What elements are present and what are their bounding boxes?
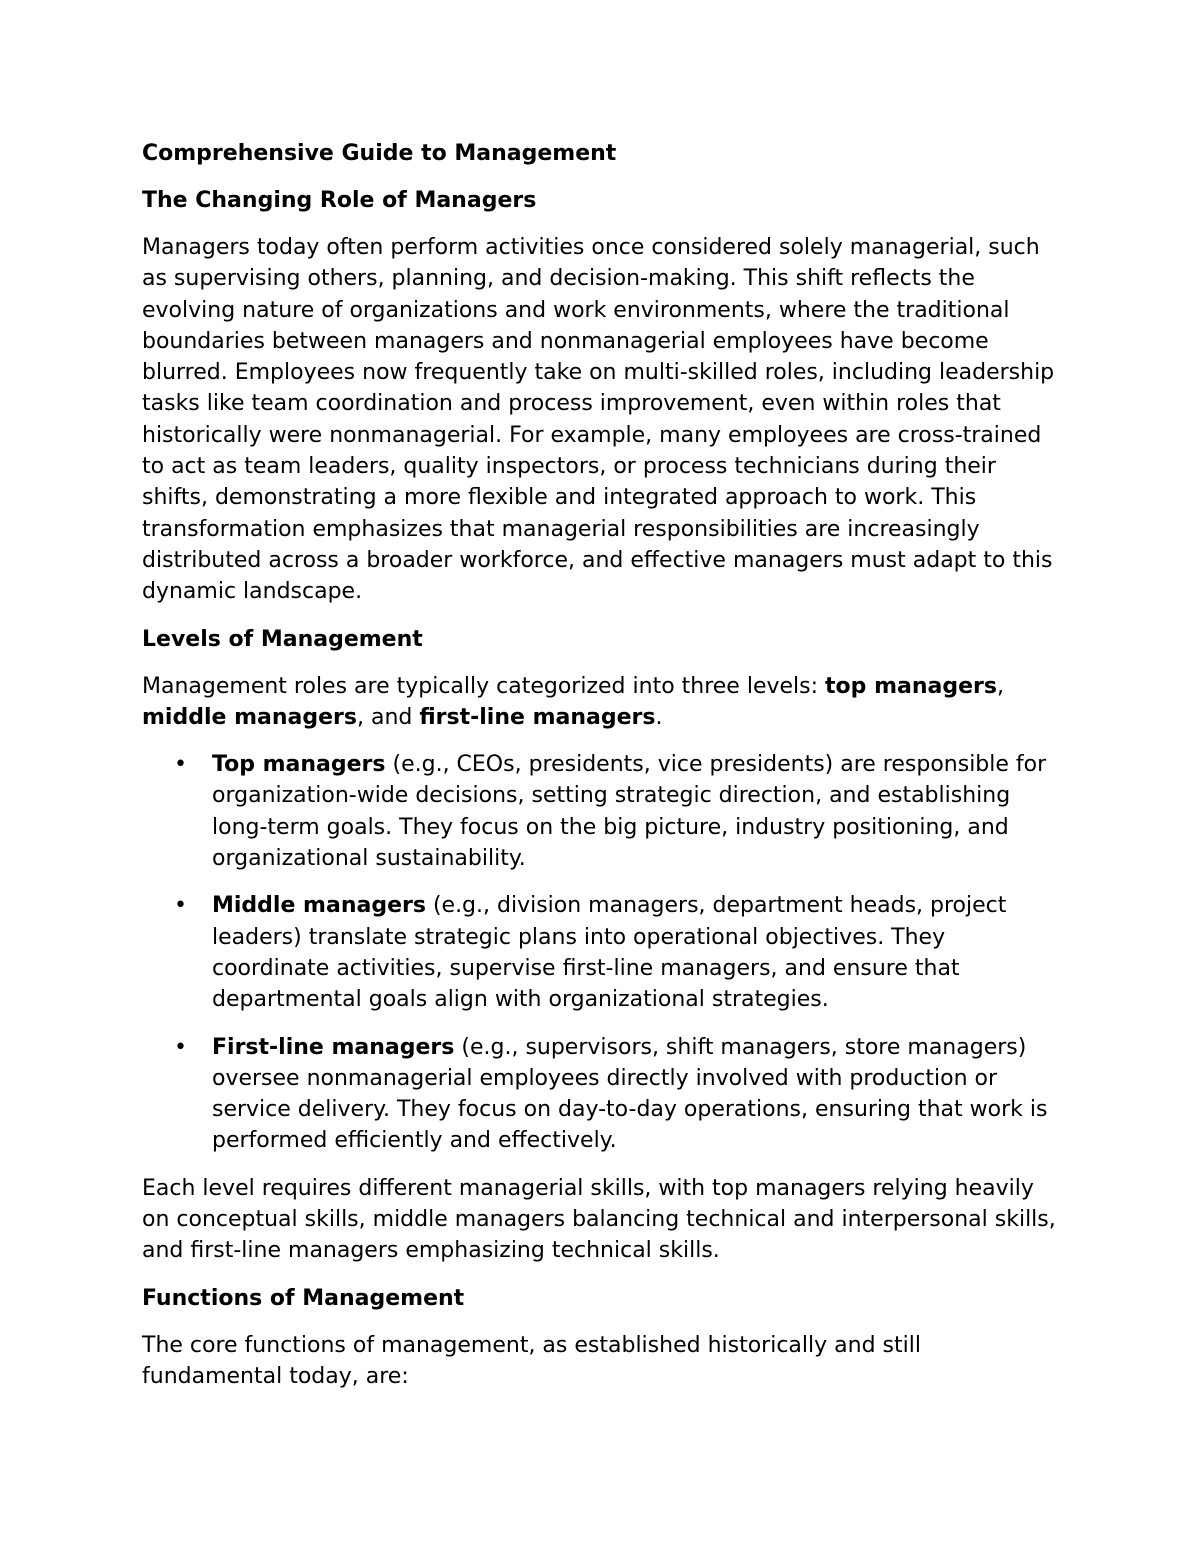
term-middle-managers: middle managers bbox=[142, 704, 357, 730]
levels-intro-sep1: , bbox=[996, 673, 1004, 699]
changing-role-paragraph: Managers today often perform activities once considered solely managerial, such as supervising others, planning, and decision-making. This shift reflects the evolving nature of organizations and work environments, where the traditional boundaries between managers and nonmanagerial employees have become blurred. Employees now frequently take on multi-skilled roles, including leadership tasks like team coordination and process improvement, even within roles that historically were nonmanagerial. For example, many employees are cross-trained to act as team leaders, quality inspectors, or process technicians during their shifts, demonstrating a more flexible and integrated approach to work. This transformation emphasizes that managerial responsibilities are increasingly distributed across a broader workforce, and effective managers must adapt to this dynamic landscape. bbox=[142, 235, 1055, 605]
levels-intro-lead: Management roles are typically categorized into three levels: bbox=[142, 673, 826, 699]
list-item-text: (e.g., division managers, department heads, project leaders) translate strategic plans into operational objectives. They coordinate activities, supervise first-line managers, and ensure that departmental goals align with organizational strategies. bbox=[212, 893, 1007, 1013]
list-item-middle-managers bbox=[174, 890, 1062, 1015]
levels-list bbox=[142, 749, 1062, 1157]
list-item-text: (e.g., supervisors, shift managers, store managers) oversee nonmanagerial employees directly involved with production or service delivery. They focus on day-to-day operations, ensuring that work is performed efficiently and effectively. bbox=[212, 1034, 1048, 1154]
list-item-first-line-managers bbox=[174, 1032, 1062, 1157]
document-body bbox=[142, 138, 1062, 1408]
levels-closing-paragraph: Each level requires different managerial skills, with top managers relying heavily on conceptual skills, middle managers balancing technical and interpersonal skills, and first-line managers emphasizing technical skills. bbox=[142, 1175, 1056, 1264]
list-item-term: First-line managers bbox=[212, 1034, 455, 1060]
term-top-managers: top managers bbox=[825, 673, 997, 699]
list-item-term: Top managers bbox=[212, 752, 386, 778]
bullet-icon: • bbox=[174, 752, 187, 778]
list-item-top-managers bbox=[174, 749, 1062, 874]
section-heading-changing-role: The Changing Role of Managers bbox=[142, 188, 537, 213]
document-title: Comprehensive Guide to Management bbox=[142, 141, 617, 166]
levels-intro-paragraph bbox=[142, 671, 1062, 734]
list-item-text: (e.g., CEOs, presidents, vice presidents) are responsible for organization-wide decisions, setting strategic direction, and establishing long-term goals. They focus on the big picture, industry positioning, and organizational sustainability. bbox=[212, 752, 1047, 872]
term-first-line-managers: first-line managers bbox=[419, 704, 656, 730]
list-item-term: Middle managers bbox=[212, 893, 426, 919]
levels-intro-end: . bbox=[655, 704, 663, 730]
levels-intro-sep2: , and bbox=[356, 704, 420, 730]
section-heading-levels: Levels of Management bbox=[142, 626, 423, 652]
functions-paragraph: The core functions of management, as established historically and still fundamental today, are: bbox=[142, 1332, 921, 1389]
section-heading-functions: Functions of Management bbox=[142, 1285, 465, 1311]
bullet-icon: • bbox=[174, 893, 187, 919]
bullet-icon: • bbox=[174, 1034, 187, 1060]
